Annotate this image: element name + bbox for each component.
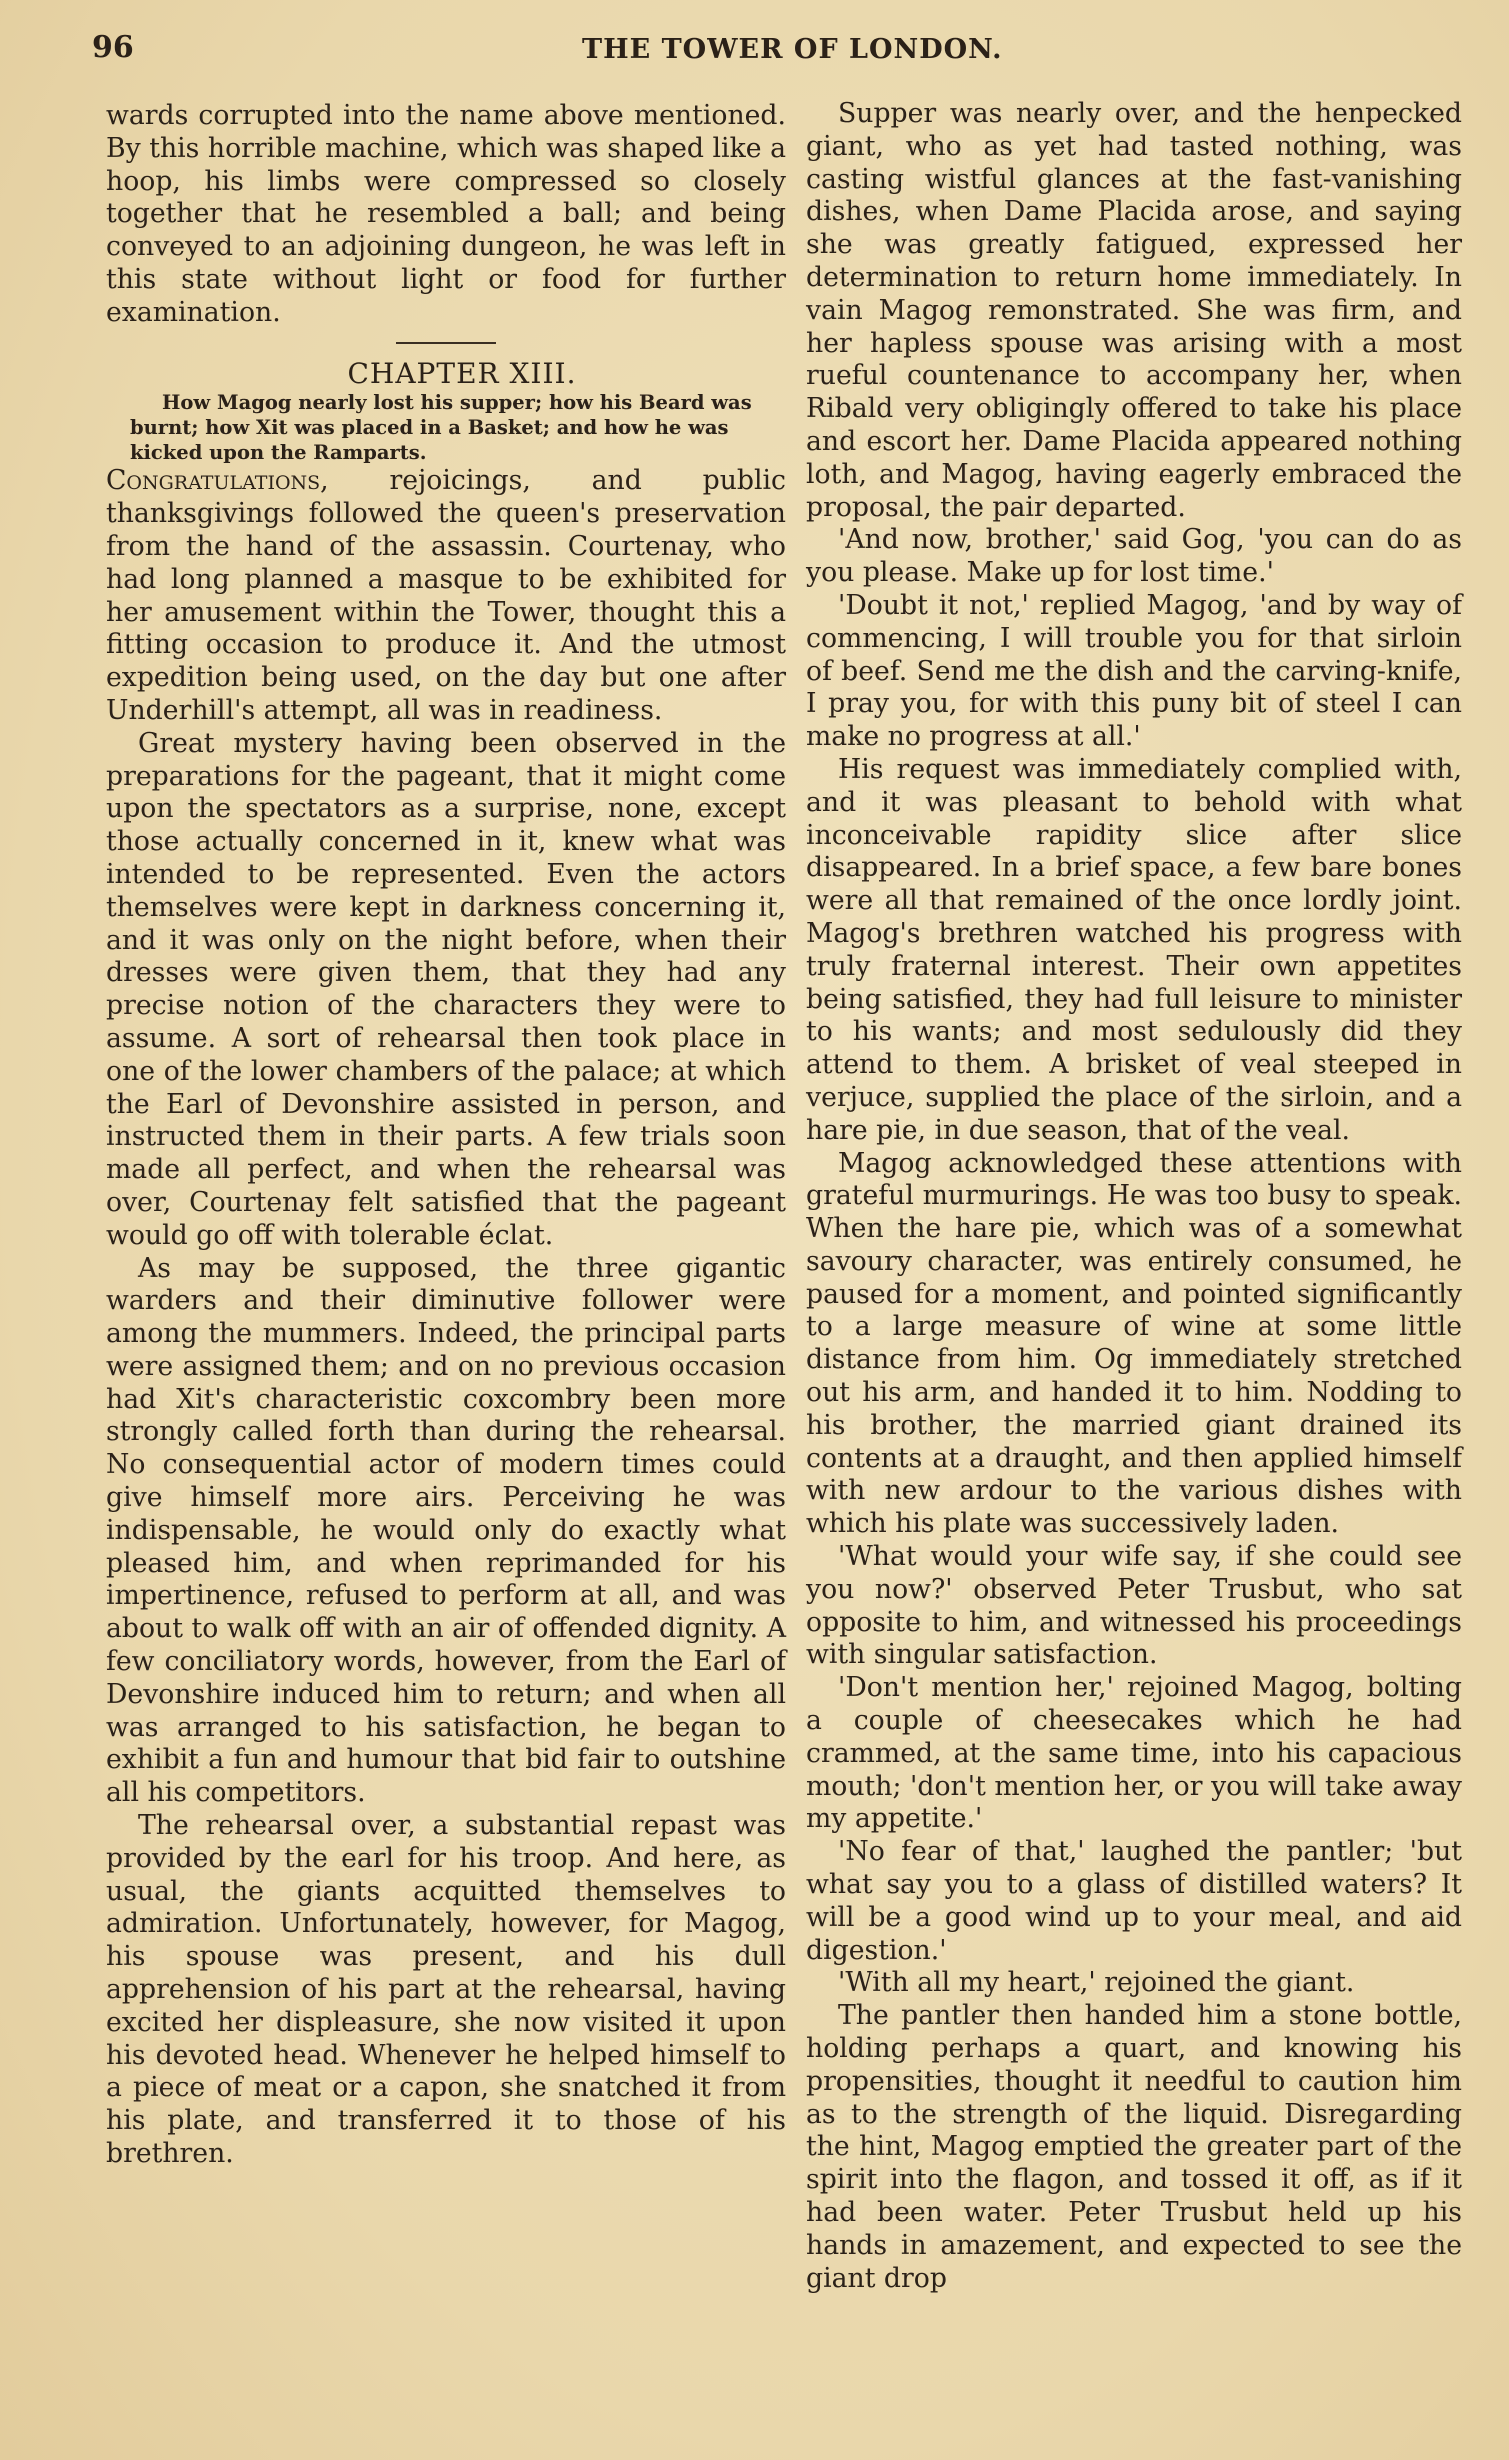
page-header bbox=[92, 30, 1452, 70]
paragraph: His request was immediately complied with, and it was pleasant to behold with what inconceivable rapidity slice after slice disappeared. In a brief space, a few bare bones were all that remained of the once lordly joint. Magog's brethren watched his progress with truly fraternal interest. Their own appetites being satisfied, they had full leisure to minister to his wants; and most sedulously did they attend to them. A brisket of veal steeped in verjuce, supplied the place of the sirloin, and a hare pie, in due season, that of the veal. bbox=[806, 753, 1462, 1146]
right-column bbox=[806, 98, 1462, 2295]
left-column bbox=[106, 100, 786, 2171]
paragraph: 'With all my heart,' rejoined the giant. bbox=[838, 1967, 1355, 1999]
paragraph-lead-word: Congratulations, bbox=[106, 465, 329, 497]
paragraph: Supper was nearly over, and the henpecked giant, who as yet had tasted nothing, was casting wistful glances at the fast-vanishing dishes, when Dame Placida arose, and saying she was greatly fatigued, expressed her determination to return home immediately. In vain Magog remonstrated. She was firm, and her hapless spouse was arising with a most rueful countenance to accompany her, when Ribald very obligingly offered to take his place and escort her. Dame Placida appeared nothing loth, and Magog, having eagerly embraced the proposal, the pair departed. bbox=[806, 98, 1462, 523]
section-divider bbox=[396, 342, 496, 344]
paragraph: 'And now, brother,' said Gog, 'you can do as you please. Make up for lost time.' bbox=[806, 524, 1462, 589]
paragraph: The rehearsal over, a substantial repast was provided by the earl for his troop. And here, as usual, the giants acquitted themselves to admiration. Unfortunately, however, for Magog, his spouse was present, and his dull apprehension of his part at the rehearsal, having excited her displeasure, she now visited it upon his devoted head. Whenever he helped himself to a piece of meat or a capon, she snatched it from his plate, and transferred it to those of his brethren. bbox=[106, 1810, 786, 2170]
paragraph bbox=[106, 465, 786, 727]
paragraph: As may be supposed, the three gigantic warders and their diminutive follower were among the mummers. Indeed, the principal parts were assigned them; and on no previous occasion had Xit's characteristic coxcombry been more strongly called forth than during the rehearsal. No consequential actor of modern times could give himself more airs. Perceiving he was indispensable, he would only do exactly what pleased him, and when reprimanded for his impertinence, refused to perform at all, and was about to walk off with an air of offended dignity. A few conciliatory words, however, from the Earl of Devonshire induced him to return; and when all was arranged to his satisfaction, he began to exhibit a fun and humour that bid fair to outshine all his competitors. bbox=[106, 1252, 786, 1809]
paragraph: The pantler then handed him a stone bottle, holding perhaps a quart, and knowing his propensities, thought it needful to caution him as to the strength of the liquid. Disregarding the hint, Magog emptied the greater part of the spirit into the flagon, and tossed it off, as if it had been water. Peter Trusbut held up his hands in amazement, and expected to see the giant drop bbox=[806, 2000, 1462, 2294]
paragraph: Great mystery having been observed in the preparations for the pageant, that it might come upon the spectators as a surprise, none, except those actually concerned in it, knew what was intended to be represented. Even the actors themselves were kept in darkness concerning it, and it was only on the night before, when their dresses were given them, that they had any precise notion of the characters they were to assume. A sort of rehearsal then took place in one of the lower chambers of the palace; at which the Earl of Devonshire assisted in person, and instructed them in their parts. A few trials soon made all perfect, and when the rehearsal was over, Courtenay felt satisfied that the pageant would go off with tolerable éclat. bbox=[106, 727, 786, 1251]
paragraph: 'What would your wife say, if she could see you now?' observed Peter Trusbut, who sat opposite to him, and witnessed his proceedings with singular satisfaction. bbox=[806, 1541, 1462, 1671]
paragraph: Magog acknowledged these attentions with grateful murmurings. He was too busy to speak. When the hare pie, which was of a somewhat savoury character, was entirely consumed, he paused for a moment, and pointed significantly to a large measure of wine at some little distance from him. Og immediately stretched out his arm, and handed it to him. Nodding to his brother, the married giant drained its contents at a draught, and then applied himself with new ardour to the various dishes with which his plate was successively laden. bbox=[806, 1147, 1462, 1540]
page-number: 96 bbox=[92, 30, 134, 65]
chapter-title: CHAPTER XIII. bbox=[347, 356, 577, 390]
paragraph: wards corrupted into the name above mentioned. By this horrible machine, which was shaped like a hoop, his limbs were compressed so closely together that he resembled a ball; and being conveyed to an adjoining dungeon, he was left in this state without light or food for further examination. bbox=[106, 100, 786, 328]
paragraph-text: rejoicings, and public thanksgivings followed the queen's preservation from the hand of the assassin. Courtenay, who had long planned a masque to be exhibited for her amusement within the Tower, thought this a fitting occasion to produce it. And the utmost expedition being used, on the day but one after Underhill's attempt, all was in readiness. bbox=[106, 465, 786, 726]
running-title: THE TOWER OF LONDON. bbox=[582, 34, 1003, 65]
paragraph: 'Doubt it not,' replied Magog, 'and by way of commencing, I will trouble you for that sirloin of beef. Send me the dish and the carving-knife, I pray you, for with this puny bit of steel I can make no progress at all.' bbox=[806, 589, 1462, 753]
paragraph: 'No fear of that,' laughed the pantler; 'but what say you to a glass of distilled waters? It will be a good wind up to your meal, and aid digestion.' bbox=[806, 1836, 1462, 1966]
chapter-summary: How Magog nearly lost his supper; how his Beard was burnt; how Xit was placed in a Basket; and how he was kicked upon the Ramparts. bbox=[130, 391, 752, 465]
paragraph: 'Don't mention her,' rejoined Magog, bolting a couple of cheesecakes which he had crammed, at the same time, into his capacious mouth; 'don't mention her, or you will take away my appetite.' bbox=[806, 1672, 1462, 1835]
